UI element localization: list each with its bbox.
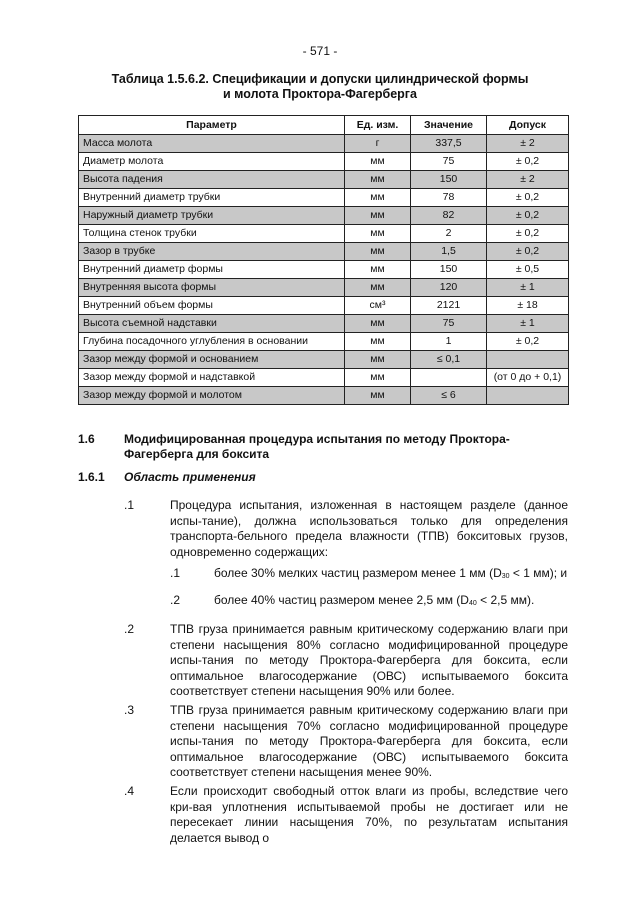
cell-value: ≤ 6 xyxy=(411,387,487,405)
cell-value: 120 xyxy=(411,279,487,297)
cell-tolerance xyxy=(487,387,569,405)
header-value: Значение xyxy=(411,116,487,135)
header-tolerance: Допуск xyxy=(487,116,569,135)
cell-unit: мм xyxy=(345,351,411,369)
table-row xyxy=(79,387,569,405)
table-row xyxy=(79,279,569,297)
cell-unit: см³ xyxy=(345,297,411,315)
table-row xyxy=(79,243,569,261)
cell-value: 1 xyxy=(411,333,487,351)
list-item-text: ТПВ груза принимается равным критическому содержанию влаги при степени насыщения 70% согласно модифицированной процедуре испы-тания по методу Проктора-Фагерберга для боксита, если оптимальное влагосодержание (ОВС) испытываемого боксита соответствует степени насыщения менее 90%. xyxy=(170,703,568,779)
cell-parameter: Наружный диаметр трубки xyxy=(79,207,345,225)
header-unit: Ед. изм. xyxy=(345,116,411,135)
subsection-heading xyxy=(78,470,568,486)
section-title xyxy=(124,432,544,462)
cell-tolerance xyxy=(487,351,569,369)
cell-tolerance: ± 0,2 xyxy=(487,225,569,243)
cell-unit: мм xyxy=(345,279,411,297)
cell-value: 150 xyxy=(411,171,487,189)
cell-value: 2121 xyxy=(411,297,487,315)
cell-tolerance: ± 0,2 xyxy=(487,207,569,225)
cell-tolerance: ± 1 xyxy=(487,315,569,333)
subsection-title: Область применения xyxy=(124,470,256,484)
cell-tolerance: ± 0,2 xyxy=(487,189,569,207)
cell-value: ≤ 0,1 xyxy=(411,351,487,369)
page-number: - 571 - xyxy=(302,44,338,58)
table-row xyxy=(79,189,569,207)
cell-value: 78 xyxy=(411,189,487,207)
cell-tolerance: ± 2 xyxy=(487,135,569,153)
cell-unit: мм xyxy=(345,225,411,243)
cell-tolerance: ± 0,2 xyxy=(487,243,569,261)
cell-tolerance: ± 0,5 xyxy=(487,261,569,279)
spec-table xyxy=(78,115,569,405)
list-item-text: Если происходит свободный отток влаги из пробы, вследствие чего кри-вая уплотнения испытываемой пробы не достигает или не пересекает линии насыщения 70%, по результатам испытания делается вывод о xyxy=(170,784,568,845)
sub-list-item-number: .1 xyxy=(170,566,181,580)
table-row xyxy=(79,153,569,171)
cell-tolerance: ± 0,2 xyxy=(487,153,569,171)
cell-value: 1,5 xyxy=(411,243,487,261)
cell-tolerance: ± 0,2 xyxy=(487,333,569,351)
cell-parameter: Внутренний диаметр трубки xyxy=(79,189,345,207)
section-heading xyxy=(78,432,568,464)
table-title xyxy=(80,72,560,102)
table-row xyxy=(79,135,569,153)
cell-unit: мм xyxy=(345,153,411,171)
cell-unit: г xyxy=(345,135,411,153)
cell-unit: мм xyxy=(345,171,411,189)
cell-value: 150 xyxy=(411,261,487,279)
cell-unit: мм xyxy=(345,189,411,207)
section-title-line1: Модифицированная процедура испытания по методу Проктора- xyxy=(124,432,510,446)
cell-parameter: Высота падения xyxy=(79,171,345,189)
list-item-number: .4 xyxy=(124,784,135,798)
list-item-number: .3 xyxy=(124,703,135,717)
cell-parameter: Зазор в трубке xyxy=(79,243,345,261)
table-row xyxy=(79,333,569,351)
cell-value: 75 xyxy=(411,153,487,171)
cell-parameter: Внутренний объем формы xyxy=(79,297,345,315)
header-parameter: Параметр xyxy=(79,116,345,135)
cell-tolerance: (от 0 до + 0,1) xyxy=(487,369,569,387)
cell-unit: мм xyxy=(345,261,411,279)
table-body xyxy=(79,135,569,405)
table-row xyxy=(79,351,569,369)
cell-tolerance: ± 18 xyxy=(487,297,569,315)
cell-unit: мм xyxy=(345,369,411,387)
cell-parameter: Зазор между формой и молотом xyxy=(79,387,345,405)
cell-parameter: Высота съемной надставки xyxy=(79,315,345,333)
table-row xyxy=(79,369,569,387)
cell-value xyxy=(411,369,487,387)
list-item-text: ТПВ груза принимается равным критическому содержанию влаги при степени насыщения 80% согласно модифицированной процедуре испы-тания по методу Проктора-Фагерберга для боксита, если оптимальное влагосодержание (ОВС) испытываемого боксита соответствует степени насыщения 90% или более. xyxy=(170,622,568,698)
table-row xyxy=(79,297,569,315)
cell-unit: мм xyxy=(345,315,411,333)
cell-unit: мм xyxy=(345,387,411,405)
sub-list-item-text: более 30% мелких частиц размером менее 1 мм ($D_{30} < 1$ мм); и xyxy=(214,566,568,580)
sub-list-item-text: более 40% частиц размером менее 2,5 мм ($D_{40} < 2,5$ мм). xyxy=(214,593,535,607)
table-row xyxy=(79,261,569,279)
cell-value: 2 xyxy=(411,225,487,243)
table-row xyxy=(79,207,569,225)
cell-parameter: Глубина посадочного углубления в основании xyxy=(79,333,345,351)
cell-parameter: Внутренний диаметр формы xyxy=(79,261,345,279)
list-item-number: .1 xyxy=(124,498,135,512)
cell-value: 75 xyxy=(411,315,487,333)
cell-parameter: Диаметр молота xyxy=(79,153,345,171)
cell-value: 82 xyxy=(411,207,487,225)
cell-tolerance: ± 2 xyxy=(487,171,569,189)
table-row xyxy=(79,171,569,189)
subsection-number: 1.6.1 xyxy=(78,470,105,484)
cell-value: 337,5 xyxy=(411,135,487,153)
table-title-line2: и молота Проктора-Фагерберга xyxy=(223,87,417,101)
cell-unit: мм xyxy=(345,243,411,261)
cell-tolerance: ± 1 xyxy=(487,279,569,297)
cell-parameter: Зазор между формой и надставкой xyxy=(79,369,345,387)
table-title-line1: Таблица 1.5.6.2. Спецификации и допуски цилиндрической формы xyxy=(111,72,529,86)
cell-parameter: Толщина стенок трубки xyxy=(79,225,345,243)
list-item-number: .2 xyxy=(124,622,135,636)
cell-parameter: Внутренняя высота формы xyxy=(79,279,345,297)
cell-parameter: Зазор между формой и основанием xyxy=(79,351,345,369)
cell-unit: мм xyxy=(345,207,411,225)
section-number: 1.6 xyxy=(78,432,95,446)
table-row xyxy=(79,315,569,333)
table-header-row xyxy=(79,116,569,135)
sub-list-item-number: .2 xyxy=(170,593,181,607)
table-row xyxy=(79,225,569,243)
list-item-text: Процедура испытания, изложенная в настоящем разделе (данное испы-тание), должна использоваться только для определения транспорта-бельного предела влажности (ТПВ) бокситовых грузов, одновременно содержащих: xyxy=(170,498,568,559)
section-title-line2: Фагерберга для боксита xyxy=(124,447,270,461)
cell-unit: мм xyxy=(345,333,411,351)
cell-parameter: Масса молота xyxy=(79,135,345,153)
